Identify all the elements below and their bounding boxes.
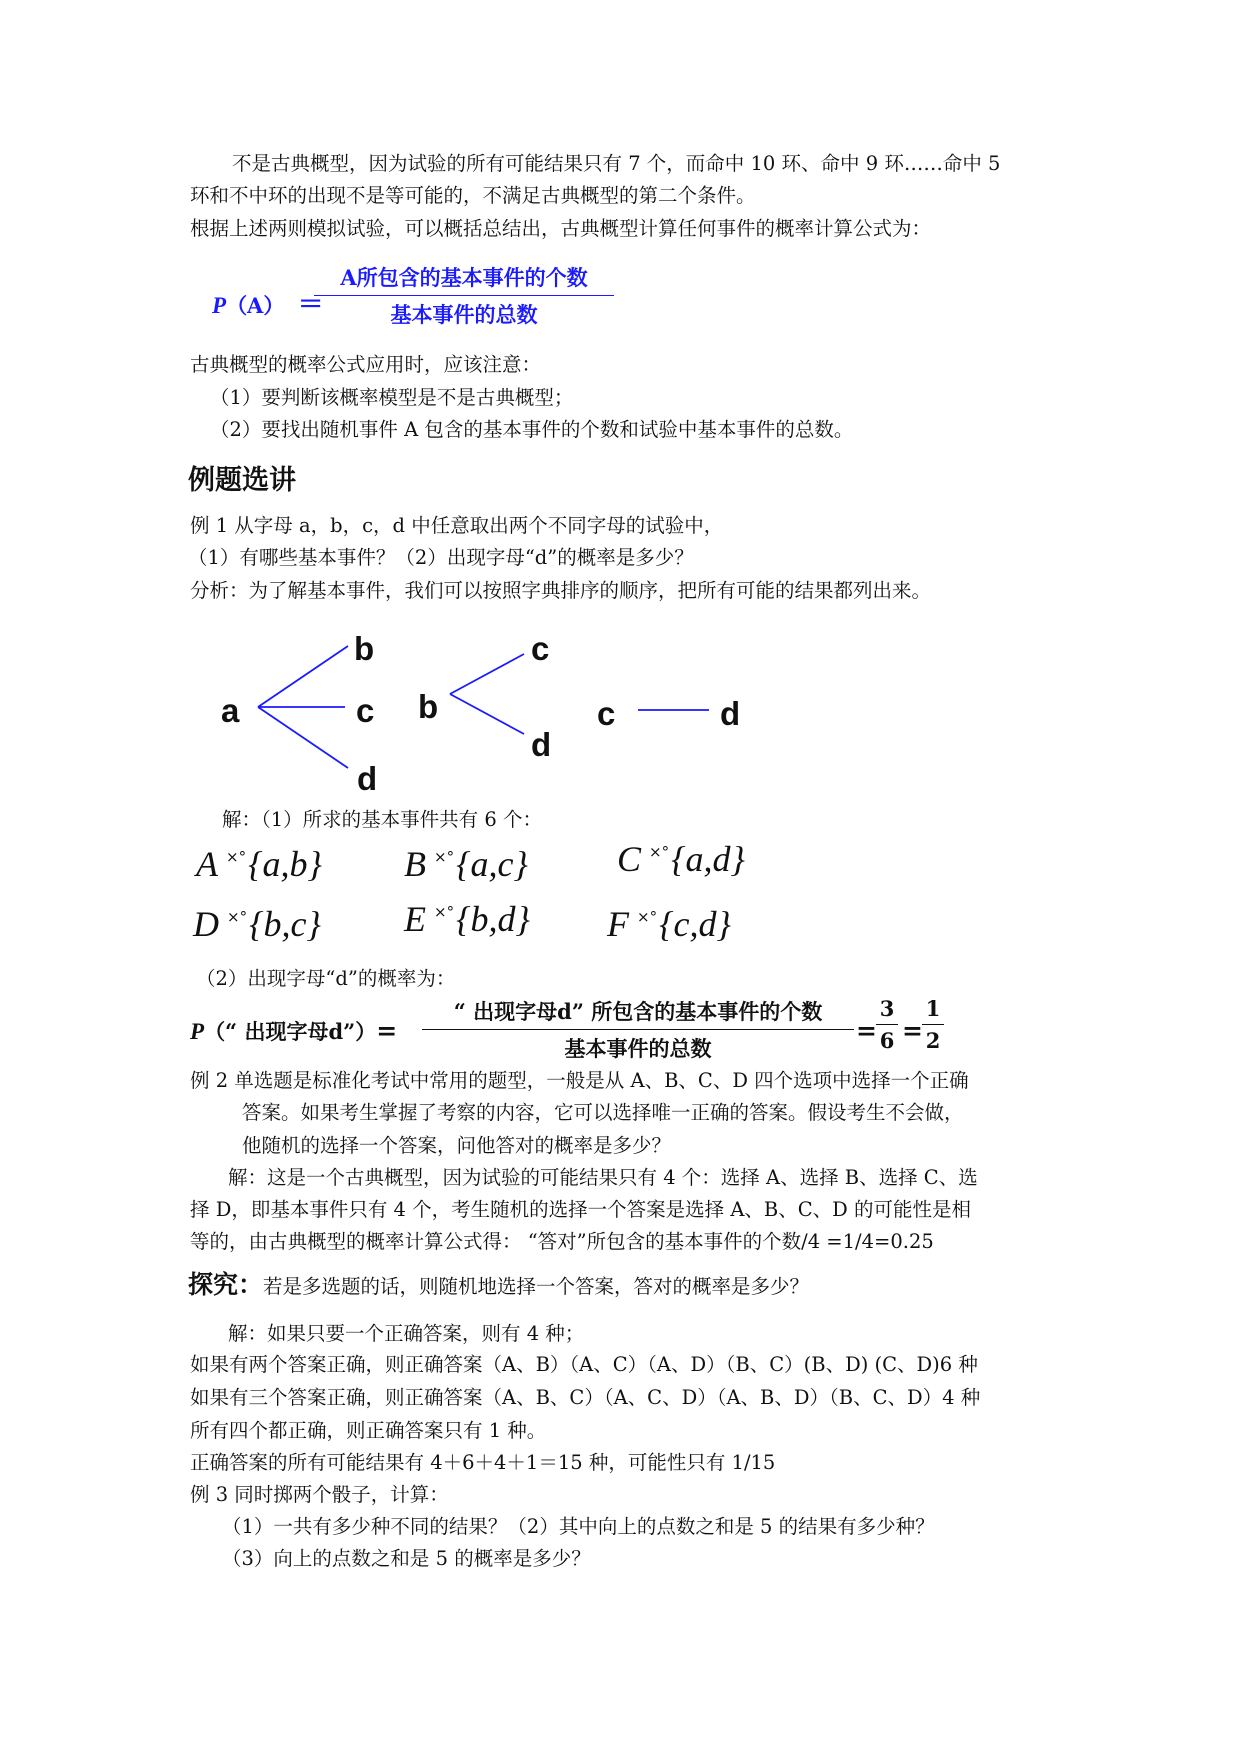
- formula-p: P: [190, 1019, 205, 1044]
- tree-node: d: [531, 726, 552, 763]
- fraction-denominator: 基本事件的总数: [390, 302, 538, 327]
- event-set: {a,d}: [671, 839, 745, 879]
- text-line: （2）要找出随机事件 A 包含的基本事件的个数和试验中基本事件的总数。: [210, 418, 854, 441]
- fraction-numerator: A所包含的基本事件的个数: [340, 265, 588, 290]
- text-line: 正确答案的所有可能结果有 4＋6＋4＋1＝15 种，可能性只有 1/15: [190, 1451, 776, 1474]
- basic-event: [404, 843, 528, 885]
- fraction-numerator: 3: [879, 996, 895, 1021]
- text-line: 解：这是一个古典概型，因为试验的可能结果只有 4 个：选择 A、选择 B、选择 C、选: [228, 1166, 978, 1189]
- basic-event: [617, 838, 745, 880]
- text-line: 古典概型的概率公式应用时，应该注意：: [190, 353, 542, 376]
- text-line: 如果有三个答案正确，则正确答案（A、B、C）（A、C、D）（A、B、D）（B、C、D）4 种: [190, 1386, 981, 1409]
- text-line: 例 2 单选题是标准化考试中常用的题型，一般是从 A、B、C、D 四个选项中选择一个正确: [190, 1069, 969, 1092]
- text-line: 例 3 同时掷两个骰子，计算：: [190, 1483, 449, 1506]
- fraction-numerator: 1: [925, 996, 941, 1021]
- event-name: A: [196, 844, 218, 884]
- tree-node: c: [597, 695, 616, 732]
- formula-eq: ＝: [297, 290, 324, 320]
- tree-node: b: [354, 630, 375, 667]
- text-line: 解：（1）所求的基本事件共有 6 个：: [222, 808, 542, 831]
- tree-node: b: [418, 688, 439, 725]
- event-set: {a,c}: [456, 844, 528, 884]
- basic-event: [404, 898, 530, 940]
- event-symbol: ×°: [226, 848, 247, 866]
- tree-branch: [450, 694, 524, 734]
- fraction-denominator: 6: [879, 1028, 895, 1053]
- text-line: 分析：为了解基本事件，我们可以按照字典排序的顺序，把所有可能的结果都列出来。: [190, 579, 932, 602]
- event-set: {a,b}: [248, 844, 322, 884]
- formula-fraction-value: [922, 996, 944, 1053]
- explore-line: [188, 1272, 809, 1300]
- text-line: （2）出现字母“d”的概率为：: [196, 967, 456, 990]
- event-name: F: [607, 904, 629, 944]
- text-line: （1）有哪些基本事件？（2）出现字母“d”的概率是多少？: [188, 546, 694, 569]
- formula-eq: =: [376, 1016, 398, 1045]
- fraction-denominator: 2: [925, 1028, 941, 1053]
- tree-branch: [450, 654, 524, 694]
- text-line: 等的，由古典概型的概率计算公式得： “答对”所包含的基本事件的个数/4 =1/4=0.25: [190, 1230, 934, 1253]
- text-line: 不是古典概型，因为试验的所有可能结果只有 7 个，而命中 10 环、命中 9 环……命中 5: [232, 152, 1001, 175]
- text-line: （3）向上的点数之和是 5 的概率是多少？: [222, 1547, 591, 1570]
- event-symbol: ×°: [434, 903, 455, 921]
- event-set: {c,d}: [659, 904, 731, 944]
- event-name: B: [404, 844, 426, 884]
- fraction-denominator: 基本事件的总数: [564, 1036, 712, 1061]
- formula-p: P: [212, 293, 227, 318]
- explore-text: 若是多选题的话，则随机地选择一个答案，答对的概率是多少？: [263, 1275, 810, 1298]
- fraction-numerator: “ 出现字母d” 所包含的基本事件的个数: [453, 999, 823, 1024]
- text-line: 环和不中环的出现不是等可能的，不满足古典概型的第二个条件。: [190, 184, 756, 207]
- tree-node: d: [720, 695, 741, 732]
- event-name: D: [193, 904, 219, 944]
- formula-eq: =: [856, 1016, 877, 1045]
- event-name: C: [617, 839, 642, 879]
- tree-branch: [258, 707, 348, 768]
- tree-node: a: [221, 692, 240, 729]
- event-name: E: [404, 899, 426, 939]
- text-line: 择 D，即基本事件只有 4 个，考生随机的选择一个答案是选择 A、B、C、D 的可能性是相: [190, 1198, 972, 1221]
- tree-node: c: [356, 692, 375, 729]
- formula-fraction: [422, 996, 854, 1063]
- text-line: 例 1 从字母 a，b，c，d 中任意取出两个不同字母的试验中，: [190, 514, 724, 537]
- tree-branch: [258, 646, 348, 707]
- text-line: 所有四个都正确，则正确答案只有 1 种。: [190, 1419, 547, 1442]
- event-set: {b,d}: [456, 899, 530, 939]
- event-symbol: ×°: [434, 848, 455, 866]
- text-line: 根据上述两则模拟试验，可以概括总结出，古典概型计算任何事件的概率计算公式为：: [190, 217, 932, 240]
- formula-fraction-value: [876, 996, 898, 1053]
- text-line: （1）要判断该概率模型是不是古典概型；: [210, 386, 574, 409]
- explore-label: 探究：: [188, 1270, 264, 1299]
- event-symbol: ×°: [227, 908, 248, 926]
- tree-diagram: [0, 0, 1241, 800]
- event-symbol: ×°: [637, 908, 658, 926]
- text-line: （1）一共有多少种不同的结果？（2）其中向上的点数之和是 5 的结果有多少种？: [222, 1515, 935, 1538]
- tree-node: c: [531, 630, 550, 667]
- text-line: 解：如果只要一个正确答案，则有 4 种；: [228, 1322, 585, 1345]
- text-line: 答案。如果考生掌握了考察的内容，它可以选择唯一正确的答案。假设考生不会做，: [242, 1101, 964, 1124]
- tree-node: d: [357, 760, 378, 797]
- basic-event: [193, 903, 321, 945]
- formula-eq: =: [902, 1016, 923, 1045]
- section-heading: 例题选讲: [188, 465, 296, 496]
- formula-arg: （A）: [226, 293, 285, 318]
- basic-event: [196, 843, 322, 885]
- text-line: 他随机的选择一个答案，问他答对的概率是多少？: [242, 1134, 672, 1157]
- formula-arg: （“ 出现字母d”）: [204, 1019, 377, 1044]
- event-symbol: ×°: [649, 843, 670, 861]
- basic-event: [607, 903, 731, 945]
- formula-lhs: [190, 1016, 397, 1046]
- text-line: 如果有两个答案正确，则正确答案（A、B）（A、C）（A、D）（B、C）(B、D) (C、D)6 种: [190, 1353, 978, 1376]
- event-set: {b,c}: [249, 904, 321, 944]
